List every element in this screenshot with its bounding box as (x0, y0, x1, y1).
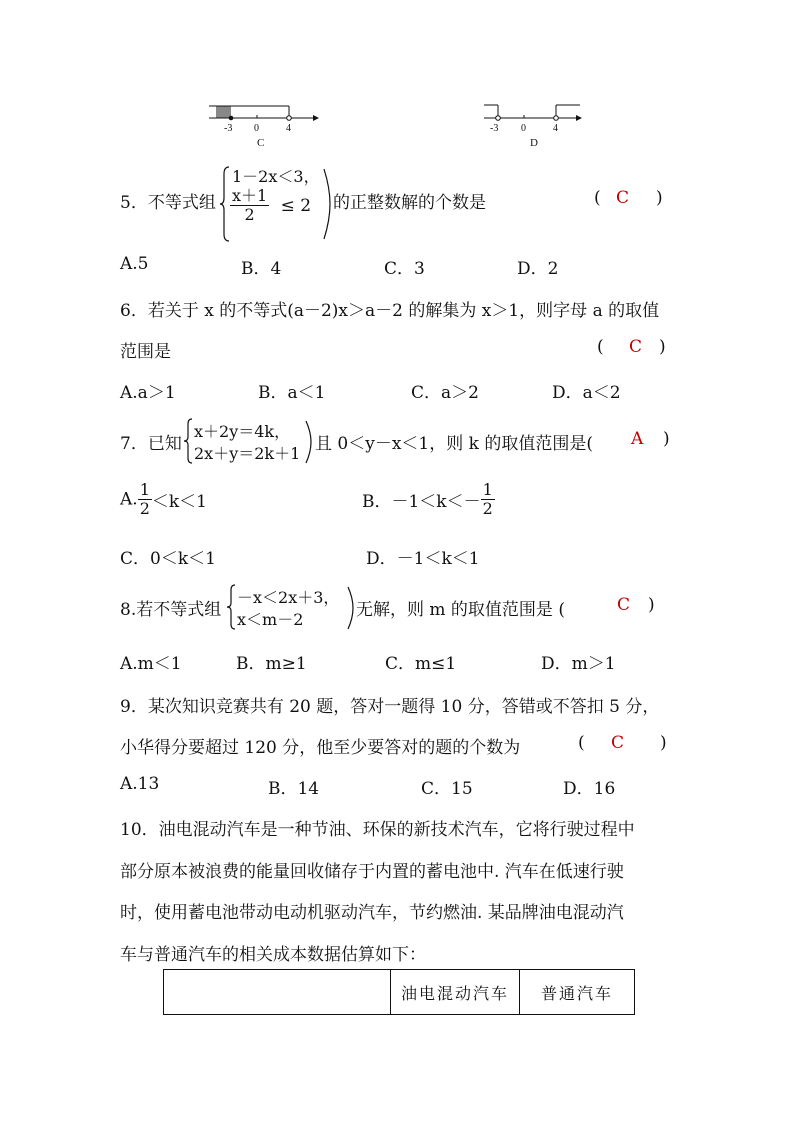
option-prefix: B．－1＜k＜－ (362, 492, 481, 512)
left-brace (227, 584, 236, 630)
option-a (120, 481, 207, 518)
option-c: C．a＞2 (411, 383, 479, 403)
answer-close: ) (663, 429, 670, 449)
answer-open: ( (578, 733, 585, 753)
table-header-row (164, 970, 635, 1015)
q10-line3: 时，使用蓄电池带动电动机驱动汽车，节约燃油. 某品牌油电混动汽 (120, 903, 624, 923)
q10-line4: 车与普通汽车的相关成本数据估算如下： (120, 945, 426, 965)
tick-label: 4 (286, 123, 291, 134)
q8-prefix: 8.若不等式组 (120, 600, 222, 620)
option-d: D．2 (517, 259, 559, 279)
option-d: D．m＞1 (541, 654, 616, 674)
option-c: C．3 (384, 259, 425, 279)
option-d: D．－1＜k＜1 (366, 549, 480, 569)
right-paren (323, 168, 331, 240)
option-rest: ＜k＜1 (151, 492, 207, 512)
q8-system-line2: x＜m－2 (237, 610, 304, 629)
option-c: C．0＜k＜1 (120, 549, 216, 569)
q7-system-line2: 2x＋y＝2k＋1 (194, 444, 301, 463)
q9-line2: 小华得分要超过 120 分，他至少要答对的题的个数为 (120, 738, 521, 758)
open-point (496, 116, 501, 121)
option-a: A.m＜1 (120, 654, 182, 674)
option-b: B．14 (268, 779, 320, 799)
option-a: A.a＞1 (120, 383, 176, 403)
open-point (554, 116, 559, 121)
tick-label: 0 (521, 123, 526, 134)
answer-mark: C (629, 337, 643, 357)
answer-close: ) (648, 595, 655, 615)
q5-system-line1: 1－2x＜3， (232, 167, 320, 186)
answer-close: ) (656, 188, 663, 208)
cost-comparison-table (163, 969, 635, 1015)
q8-system-line1: －x＜2x＋3， (237, 588, 340, 607)
figure-label: D (530, 137, 538, 149)
q8-suffix: 无解，则 m 的取值范围是 ( (356, 600, 565, 620)
answer-mark: C (616, 188, 630, 208)
fraction-numerator: 1 (139, 480, 150, 499)
fraction (230, 187, 269, 224)
table-header-cell: 普通汽车 (520, 970, 635, 1015)
answer-mark: C (617, 595, 631, 615)
option-a: A.5 (120, 254, 149, 274)
q5-prefix: 5．不等式组 (120, 193, 216, 213)
q7-system-line1: x＋2y＝4k， (194, 422, 291, 441)
number-line-d (478, 98, 593, 150)
tick-label: 0 (254, 123, 259, 134)
tick-label: -3 (224, 123, 233, 134)
right-paren (347, 586, 354, 630)
left-brace (220, 166, 230, 242)
option-d: D．a＜2 (552, 383, 621, 403)
fraction-denominator: 2 (482, 499, 493, 518)
number-line-c (205, 98, 320, 150)
option-b: B．4 (241, 259, 282, 279)
option-prefix: A. (120, 489, 138, 510)
table-header-cell (164, 970, 391, 1015)
answer-close: ) (659, 337, 666, 357)
open-point (287, 116, 292, 121)
answer-close: ) (660, 733, 667, 753)
shaded-region (216, 106, 231, 118)
figure-label: C (257, 137, 265, 149)
q5-line2-rest: ≤ 2 (280, 195, 312, 216)
table-header-cell: 油电混动汽车 (391, 970, 520, 1015)
closed-point (229, 116, 234, 121)
fraction-numerator: 1 (482, 480, 493, 499)
option-c: C．15 (421, 779, 473, 799)
q10-line2: 部分原本被浪费的能量回收储存于内置的蓄电池中. 汽车在低速行驶 (120, 862, 624, 882)
option-c: C．m≤1 (385, 654, 457, 674)
answer-mark: C (611, 733, 625, 753)
fraction (138, 481, 152, 518)
q7-prefix: 7．已知 (120, 434, 182, 454)
option-d: D．16 (563, 779, 616, 799)
q5-suffix: 的正整数解的个数是 (333, 193, 486, 213)
answer-open: ( (597, 337, 604, 357)
option-b (362, 481, 495, 518)
fraction (481, 481, 495, 518)
right-paren (305, 420, 312, 464)
fraction-denominator: 2 (139, 499, 150, 518)
tick-label: -3 (490, 123, 499, 134)
option-b: B．a＜1 (258, 383, 326, 403)
q7-suffix: 且 0＜y－x＜1，则 k 的取值范围是( (315, 434, 593, 454)
q9-line1: 9．某次知识竞赛共有 20 题，答对一题得 10 分，答错或不答扣 5 分， (120, 697, 660, 717)
q10-line1: 10．油电混动汽车是一种节油、环保的新技术汽车，它将行驶过程中 (120, 820, 635, 840)
answer-mark: A (631, 429, 644, 449)
answer-open: ( (594, 188, 601, 208)
q6-line1: 6．若关于 x 的不等式(a－2)x＞a－2 的解集为 x＞1，则字母 a 的取值 (120, 301, 660, 321)
tick-label: 4 (553, 123, 558, 134)
q6-line2: 范围是 (120, 342, 171, 362)
left-brace (184, 418, 193, 464)
q5-system-line2 (230, 187, 311, 224)
fraction-numerator: x＋1 (232, 186, 268, 205)
option-a: A.13 (120, 774, 160, 794)
option-b: B．m≥1 (236, 654, 307, 674)
fraction-denominator: 2 (244, 205, 255, 224)
